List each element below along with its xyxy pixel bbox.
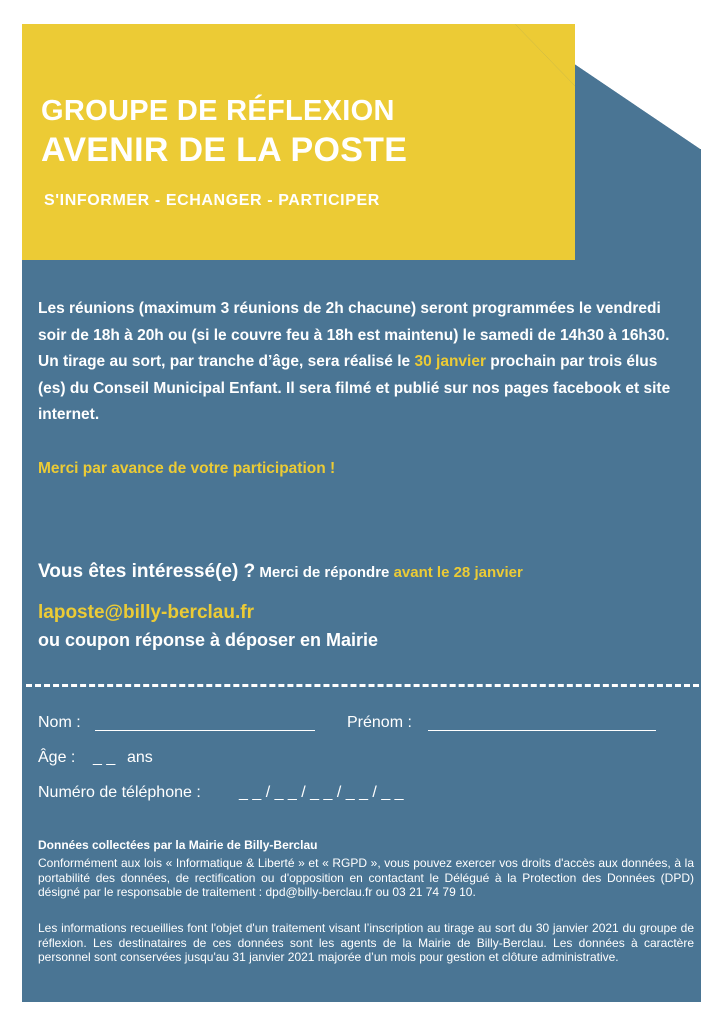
coupon-text: ou coupon réponse à déposer en Mairie	[38, 630, 379, 650]
nom-field[interactable]	[95, 730, 315, 731]
cut-line-divider	[26, 684, 699, 687]
contact-email-link[interactable]: laposte@billy-berclau.fr	[38, 602, 254, 623]
draw-text-end: prochain par trois élus (es) du Conseil Municipal Enfant. Il sera filmé et publié sur nos pages facebook et site internet.	[38, 353, 671, 423]
draw-text-start: Un tirage au sort, par tranche d’âge, sera réalisé le	[38, 353, 415, 370]
reply-prefix: Merci de répondre	[255, 564, 394, 581]
age-unit: ans	[127, 749, 153, 766]
tagline: S'INFORMER - ECHANGER - PARTICIPER	[44, 192, 380, 209]
age-label: Âge :	[38, 749, 76, 766]
prenom-label: Prénom :	[347, 714, 412, 731]
legal-title: Données collectées par la Mairie de Billy-Berclau	[38, 838, 318, 852]
draw-date-highlight: 30 janvier	[414, 353, 486, 370]
prenom-field[interactable]	[428, 730, 656, 731]
title-line-2: AVENIR DE LA POSTE	[41, 131, 408, 169]
page-fold-icon	[0, 0, 724, 260]
meeting-schedule-text: Les réunions (maximum 3 réunions de 2h chacune) seront programmées le vendredi soir de 18h à 20h ou (si le couvre feu à 18h est maintenu) le samedi de 14h30 à 16h30.	[38, 300, 670, 344]
title-line-1: GROUPE DE RÉFLEXION	[41, 95, 395, 127]
age-field[interactable]: _ _	[93, 749, 116, 766]
info-paragraph	[38, 296, 673, 429]
nom-label: Nom :	[38, 714, 81, 731]
phone-field[interactable]: _ _ / _ _ / _ _ / _ _ / _ _	[239, 784, 404, 801]
reply-deadline: avant le 28 janvier	[393, 564, 523, 581]
interest-line	[38, 561, 523, 583]
phone-label: Numéro de téléphone :	[38, 784, 201, 801]
legal-retention-paragraph: Les informations recueillies font l'objet d'un traitement visant l’inscription au tirage au sort du 30 janvier 2021 du groupe de réflexion. Les destinataires de ces données sont les agents de la Mairie de Billy-Berclau. Les données à caractère personnel sont conservées jusqu'au 31 janvier 2021 majorée d’un mois pour gestion et clôture administrative.	[38, 921, 694, 964]
interest-question: Vous êtes intéressé(e) ?	[38, 561, 256, 582]
legal-rights-paragraph: Conformément aux lois « Informatique & Liberté » et « RGPD », vous pouvez exercer vos droits d'accès aux données, à la portabilité des données, de rectification ou d'opposition en contactant le Délégué à la Protection des Données (DPD) désigné par le responsable de traitement : dpd@billy-berclau.fr ou 03 21 74 79 10.	[38, 856, 694, 899]
thanks-text: Merci par avance de votre participation !	[38, 460, 336, 477]
